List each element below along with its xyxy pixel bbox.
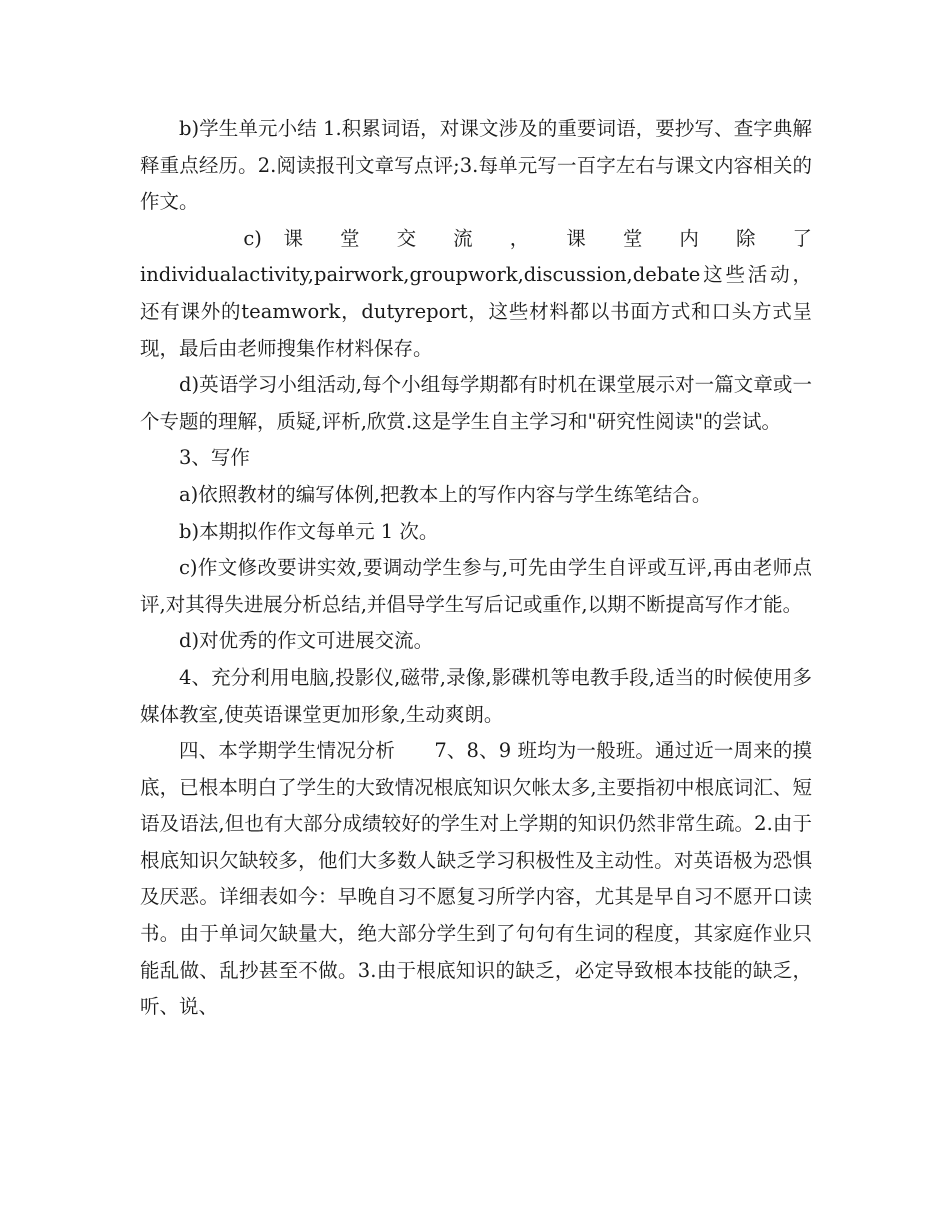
- paragraph-study-groups: d)英语学习小组活动,每个小组每学期都有时机在课堂展示对一篇文章或一个专题的理解，质疑,评析,欣赏.这是学生自主学习和"研究性阅读"的尝试。: [140, 373, 812, 433]
- paragraph-classroom-activities: individualactivity,pairwork,groupwork,discussion,debate这些活动，还有课外的teamwork，dutyreport，这些材料都以书面方式和口头方式呈现，最后由老师搜集作材料保存。: [140, 263, 812, 360]
- paragraph-writing-b: b)本期拟作作文每单元 1 次。: [179, 519, 439, 543]
- paragraph-unit-summary: b)学生单元小结 1.积累词语，对课文涉及的重要词语，要抄写、查字典解释重点经历。2.阅读报刊文章写点评;3.每单元写一百字左右与课文内容相关的作文。: [140, 117, 812, 214]
- paragraph-multimedia: 4、充分利用电脑,投影仪,磁带,录像,影碟机等电教手段,适当的时候使用多媒体教室,使英语课堂更加形象,生动爽朗。: [140, 665, 812, 726]
- paragraph-writing-d: d)对优秀的作文可进展交流。: [179, 629, 434, 653]
- paragraph-writing-a: a)依照教材的编写体例,把教本上的写作内容与学生练笔结合。: [179, 482, 712, 506]
- paragraph-classroom-exchange-heading: c) 课 堂 交 流 ， 课 堂 内 除 了: [243, 226, 812, 250]
- document-body: [140, 111, 812, 1026]
- paragraph-student-analysis: 四、本学期学生情况分析 7、8、9 班均为一般班。通过近一周来的摸底，已根本明白了学生的大致情况根底知识欠帐太多,主要指初中根底词汇、短语及语法,但也有大部分成绩较好的学生对上学期的知识仍然非常生疏。2.由于根底知识欠缺较多，他们大多数人缺乏学习积极性及主动性。对英语极为恐惧及厌恶。详细表如今：早晚自习不愿复习所学内容，尤其是早自习不愿开口读书。由于单词欠缺量大，绝大部分学生到了句句有生词的程度，其家庭作业只能乱做、乱抄甚至不做。3.由于根底知识的缺乏，必定导致根本技能的缺乏，听、说、: [140, 739, 812, 1019]
- paragraph-writing-heading: 3、写作: [179, 446, 250, 470]
- paragraph-writing-c: c)作文修改要讲实效,要调动学生参与,可先由学生自评或互评,再由老师点评,对其得失进展分析总结,并倡导学生写后记或重作,以期不断提高写作才能。: [140, 556, 812, 616]
